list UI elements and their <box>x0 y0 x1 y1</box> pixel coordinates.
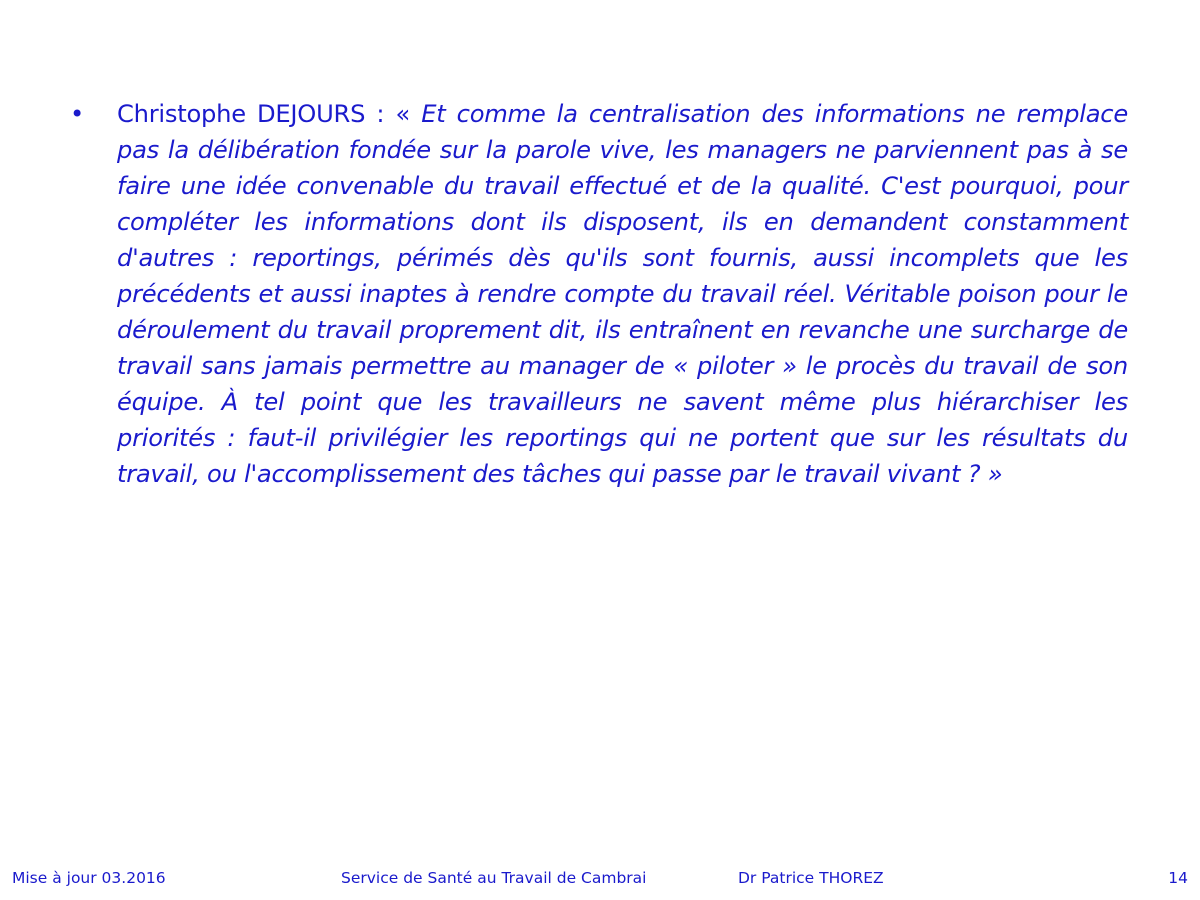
footer-author: Dr Patrice THOREZ <box>738 869 884 887</box>
quote-bullet-item <box>70 96 1128 492</box>
bullet-icon: • <box>70 100 85 128</box>
quote-open-mark: « <box>395 100 422 128</box>
footer-page-number: 14 <box>1168 869 1188 887</box>
speaker-name: Christophe DEJOURS : <box>117 100 396 128</box>
footer-service-name: Service de Santé au Travail de Cambrai <box>341 869 647 887</box>
slide-content <box>70 96 1128 492</box>
footer-update-date: Mise à jour 03.2016 <box>12 869 166 887</box>
quote-text: Et comme la centralisation des informations ne remplace pas la délibération fondée sur la parole vive, les managers ne parviennent pas à se faire une idée convenable du travail effectué et de la qualité. C'est pourquoi, pour compléter les informations dont ils disposent, ils en demandent constamment d'autres : reportings, périmés dès qu'ils sont fournis, aussi incomplets que les précédents et aussi inaptes à rendre compte du travail réel. Véritable poison pour le déroulement du travail proprement dit, ils entraînent en revanche une surcharge de travail sans jamais permettre au manager de « piloter » le procès du travail de son équipe. À tel point que les travailleurs ne savent même plus hiérarchiser les priorités : faut-il privilégier les reportings qui ne portent que sur les résultats du travail, ou l'accomplissement des tâches qui passe par le travail vivant ? » <box>117 100 1128 488</box>
